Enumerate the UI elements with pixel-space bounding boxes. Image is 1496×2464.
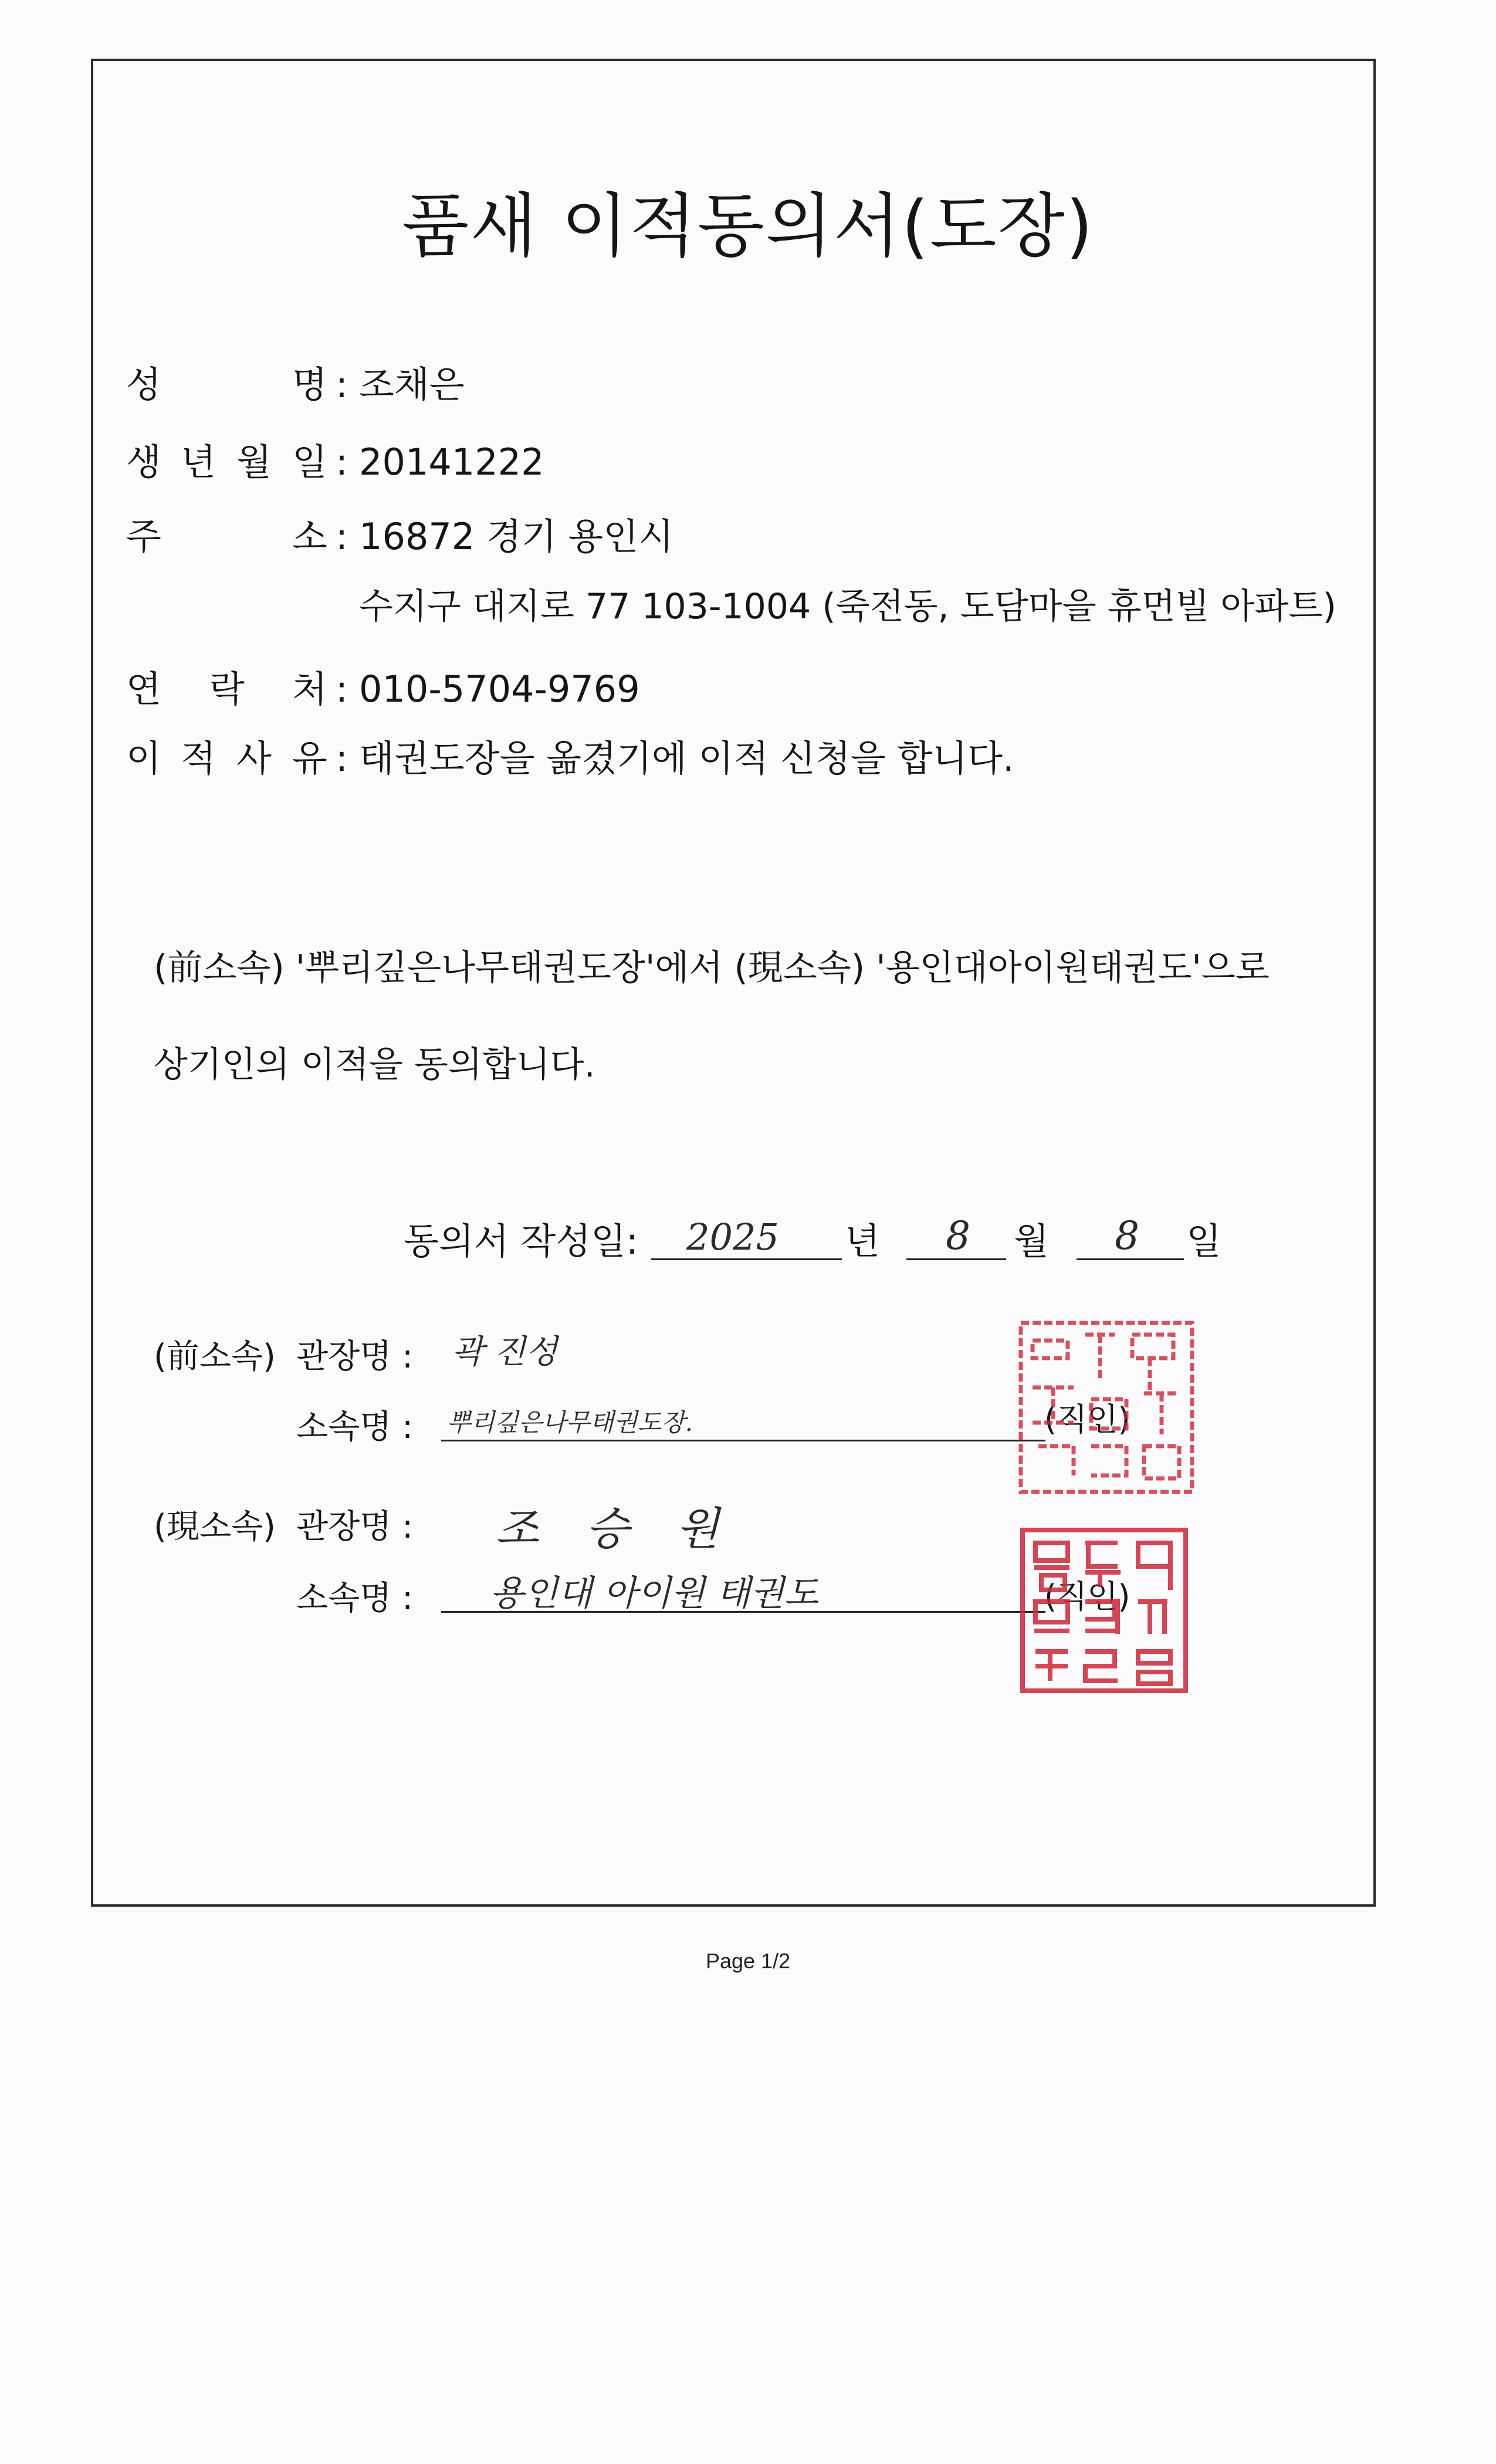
reason-value: 태권도장을 옮겼기에 이적 신청을 합니다. xyxy=(359,737,1014,780)
previous-prefix: (前소속) xyxy=(154,1338,276,1376)
year-unit: 년 xyxy=(845,1220,880,1263)
previous-seal-stamp xyxy=(1015,1317,1200,1499)
month-unit: 월 xyxy=(1014,1220,1049,1263)
page-number: Page 1/2 xyxy=(705,1949,791,1973)
current-seal-label: (직인) xyxy=(1044,1578,1131,1615)
current-prefix: (現소속) xyxy=(154,1508,276,1546)
consent-line-1: (前소속) '뿌리깊은나무태권도장'에서 (現소속) '용인대아이원태권도'으로 xyxy=(154,947,1270,989)
day-underline xyxy=(1077,1258,1184,1260)
name-value: 조채은 xyxy=(359,363,465,406)
contact-colon: : xyxy=(336,668,348,710)
name-colon: : xyxy=(336,363,348,406)
day-unit: 일 xyxy=(1186,1220,1221,1263)
previous-affiliation-value: 뿌리깊은나무태권도장. xyxy=(447,1408,693,1437)
consent-line-2: 상기인의 이적을 동의합니다. xyxy=(154,1044,595,1085)
year-underline xyxy=(651,1258,842,1260)
date-month-value: 8 xyxy=(946,1213,970,1258)
previous-affiliation-label: 소속명 : xyxy=(296,1408,413,1446)
date-label: 동의서 작성일: xyxy=(404,1220,638,1263)
previous-seal-label: (직인) xyxy=(1044,1401,1131,1438)
previous-affiliation-underline xyxy=(441,1440,1045,1441)
current-seal-stamp xyxy=(1018,1525,1191,1695)
previous-director-signature: 곽 진성 xyxy=(452,1333,558,1371)
address-value-line1: 16872 경기 용인시 xyxy=(359,515,674,558)
document-title: 품새 이적동의서(도장) xyxy=(402,185,1094,266)
current-affiliation-label: 소속명 : xyxy=(296,1579,413,1617)
previous-director-label: 관장명 : xyxy=(296,1338,413,1376)
birth-value: 20141222 xyxy=(359,441,544,483)
month-underline xyxy=(906,1258,1006,1260)
current-affiliation-value: 용인대 아이원 태권도 xyxy=(490,1573,818,1614)
current-director-label: 관장명 : xyxy=(296,1508,413,1546)
birth-colon: : xyxy=(336,441,348,483)
date-day-value: 8 xyxy=(1115,1213,1139,1258)
address-value-line2: 수지구 대지로 77 103-1004 (죽전동, 도담마을 휴먼빌 아파트) xyxy=(359,586,1336,627)
reason-colon: : xyxy=(336,737,348,780)
date-year-value: 2025 xyxy=(686,1216,779,1258)
current-director-signature: 조 승 원 xyxy=(496,1502,736,1555)
contact-value: 010-5704-9769 xyxy=(359,668,640,710)
address-colon: : xyxy=(336,515,348,558)
